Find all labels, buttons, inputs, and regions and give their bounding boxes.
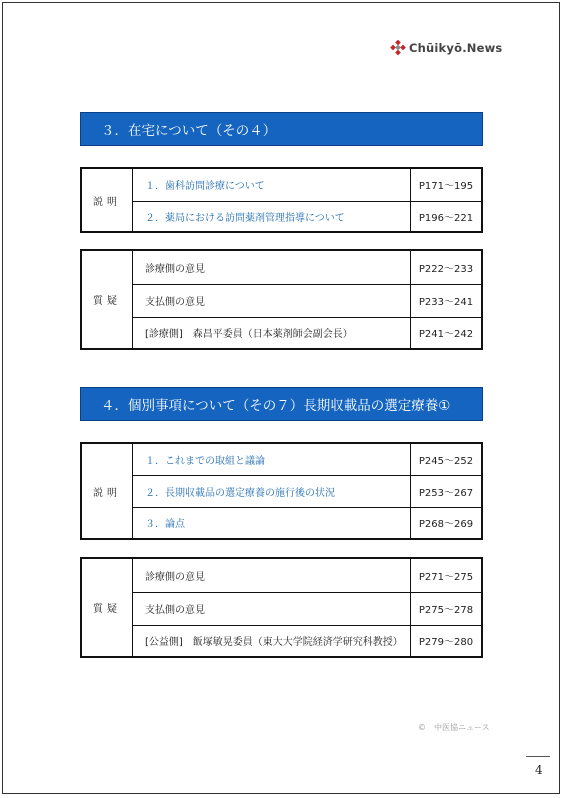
page-range: P253〜267 [411, 475, 483, 507]
explanation-item: ２．長期収載品の選定療養の施行後の状況 [133, 475, 411, 507]
copyright-notice: © 中医協ニュース [418, 723, 490, 732]
logo-icon [390, 40, 406, 56]
qa-item: [診療側] 森昌平委員（日本薬剤師会副会長） [133, 317, 411, 349]
page-number: 4 [535, 763, 543, 777]
qa-label: 質疑 [81, 558, 133, 657]
qa-item: [公益側] 飯塚敏晃委員（東大大学院経済学研究科教授） [133, 625, 411, 657]
explanation-item: ２．薬局における訪問薬剤管理指導について [133, 201, 411, 232]
explanation-item: ３．論点 [133, 507, 411, 539]
section-3-qa-table [80, 249, 483, 350]
page-number-rule [526, 756, 550, 757]
explanation-label: 説明 [81, 443, 133, 539]
page-range: P271〜275 [411, 558, 483, 592]
qa-label: 質疑 [81, 250, 133, 349]
page-range: P171〜195 [411, 168, 483, 201]
page-range: P196〜221 [411, 201, 483, 232]
section-3-explanation-table [80, 167, 483, 233]
page-range: P222〜233 [411, 250, 483, 284]
section-3-title: ３．在宅について（その４） [80, 112, 483, 146]
explanation-item: １．歯科訪問診療について [133, 168, 411, 201]
section-4-explanation-table [80, 442, 483, 540]
qa-item: 診療側の意見 [133, 558, 411, 592]
brand-logo [390, 38, 502, 58]
page-range: P245〜252 [411, 443, 483, 475]
page-range: P233〜241 [411, 284, 483, 317]
page-range: P275〜278 [411, 592, 483, 625]
page-range: P268〜269 [411, 507, 483, 539]
page-range: P279〜280 [411, 625, 483, 657]
qa-item: 支払側の意見 [133, 592, 411, 625]
explanation-item: １．これまでの取組と議論 [133, 443, 411, 475]
explanation-label: 説明 [81, 168, 133, 232]
qa-item: 診療側の意見 [133, 250, 411, 284]
section-4-title: ４．個別事項について（その７）長期収載品の選定療養① [80, 387, 483, 421]
section-4-qa-table [80, 557, 483, 658]
qa-item: 支払側の意見 [133, 284, 411, 317]
logo-text: Chūikyō.News [409, 41, 503, 55]
page-range: P241〜242 [411, 317, 483, 349]
